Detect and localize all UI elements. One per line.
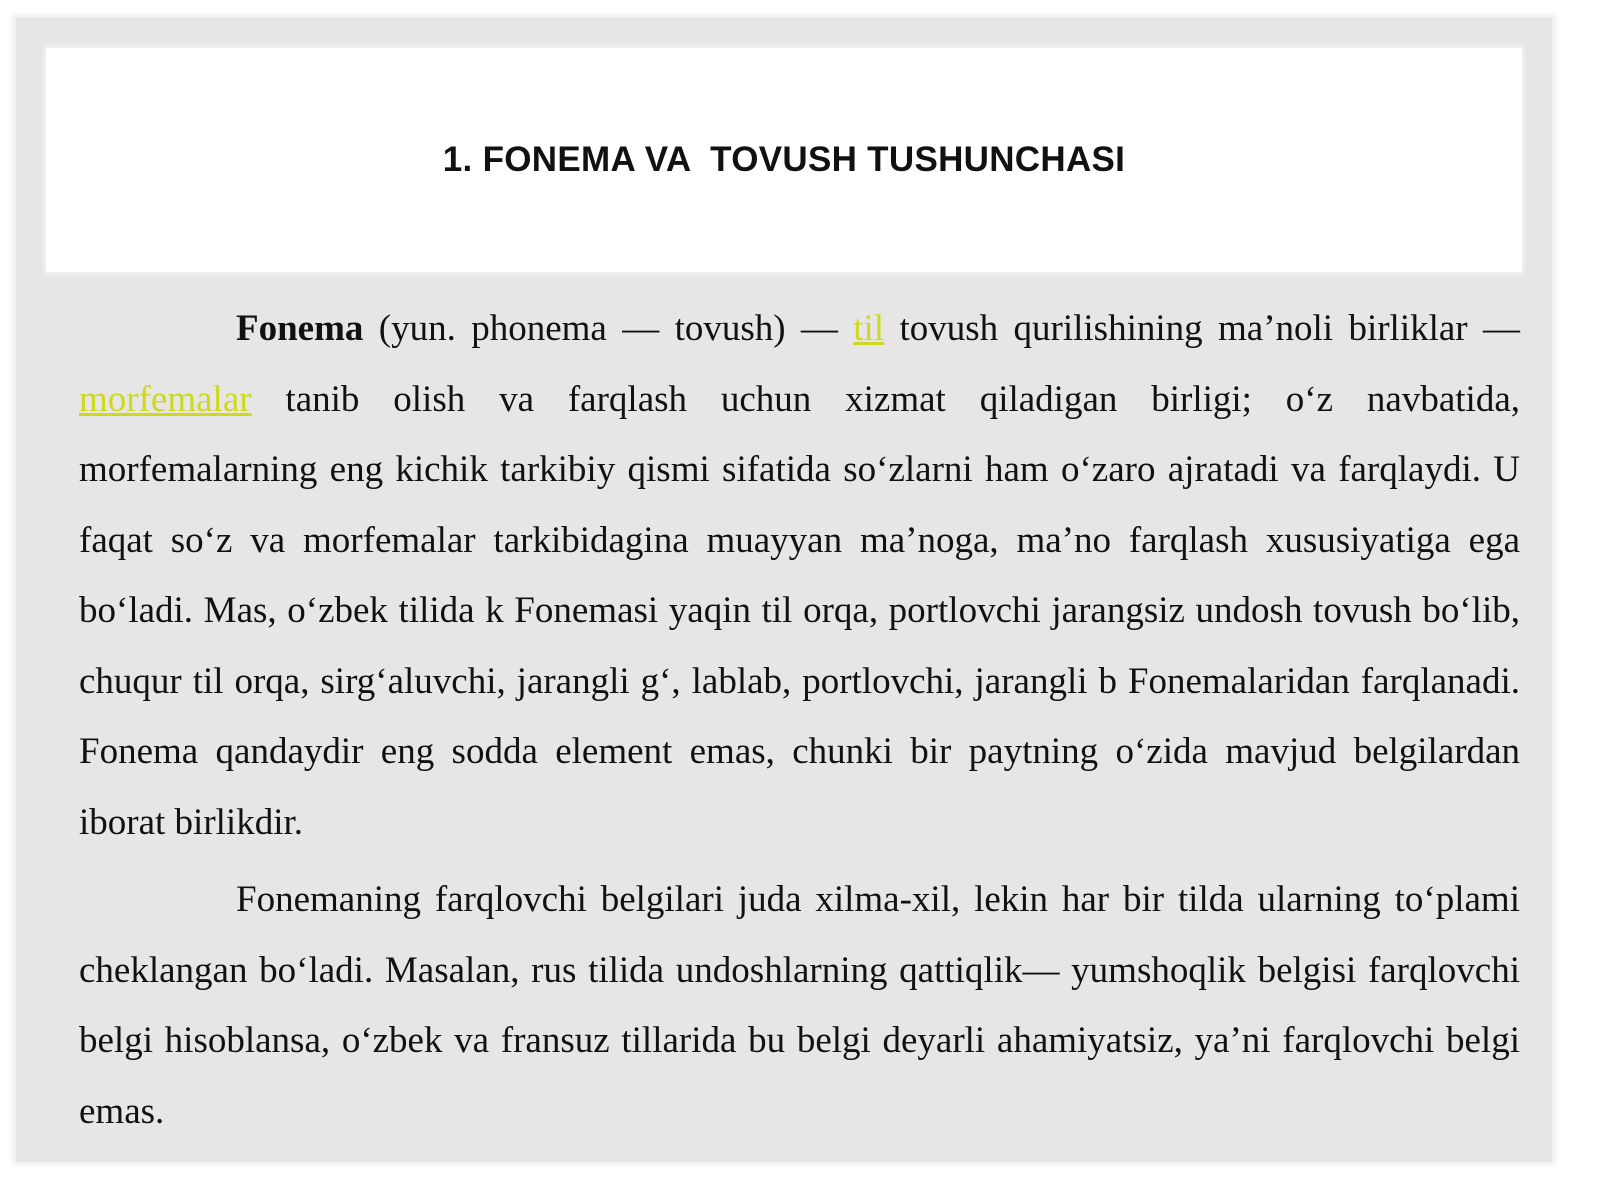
title-box xyxy=(46,48,1522,272)
term-fonema: Fonema xyxy=(236,308,364,349)
paragraph-1-text-a: (yun. phonema — tovush) — xyxy=(363,308,854,349)
link-til[interactable]: til xyxy=(853,308,885,349)
paragraph-1 xyxy=(79,294,1520,858)
slide-body xyxy=(79,294,1520,1147)
slide xyxy=(16,18,1552,1162)
paragraph-2: Fonemaning farqlovchi belgilari juda xilma-xil, lekin har bir tilda ularning to‘plami cheklangan bo‘ladi. Masalan, rus tilida undoshlarning qattiqlik— yumshoqlik belgisi farqlovchi belgi hisoblansa, o‘zbek va fransuz tillarida bu belgi deyarli ahamiyatsiz, ya’ni farqlovchi belgi emas. xyxy=(79,879,1520,1132)
paragraph-1-text-b: tovush qurilishining ma’noli birliklar — xyxy=(884,308,1520,349)
link-morfemalar[interactable]: morfemalar xyxy=(79,378,252,420)
slide-title: 1. FONEMA VA TOVUSH TUSHUNCHASI xyxy=(442,140,1126,179)
paragraph-1-text-c: tanib olish va farqlash uchun xizmat qiladigan birligi; o‘z navbatida, morfemalarning eng kichik tarkibiy qismi sifatida so‘zlarni ham o‘zaro ajratadi va farqlaydi. U faqat so‘z va morfemalar tarkibidagina muayyan ma’noga, ma’no farqlash xususiyatiga ega bo‘ladi. Mas, o‘zbek tilida k Fonemasi yaqin til orqa, portlovchi jarangsiz undosh tovush bo‘lib, chuqur til orqa, sirg‘aluvchi, jarangli g‘, lablab, portlovchi, jarangli b Fonemalaridan farqlanadi. Fonema qandaydir eng sodda element emas, chunki bir paytning o‘zida mavjud belgilardan iborat birlikdir. xyxy=(79,378,1520,843)
